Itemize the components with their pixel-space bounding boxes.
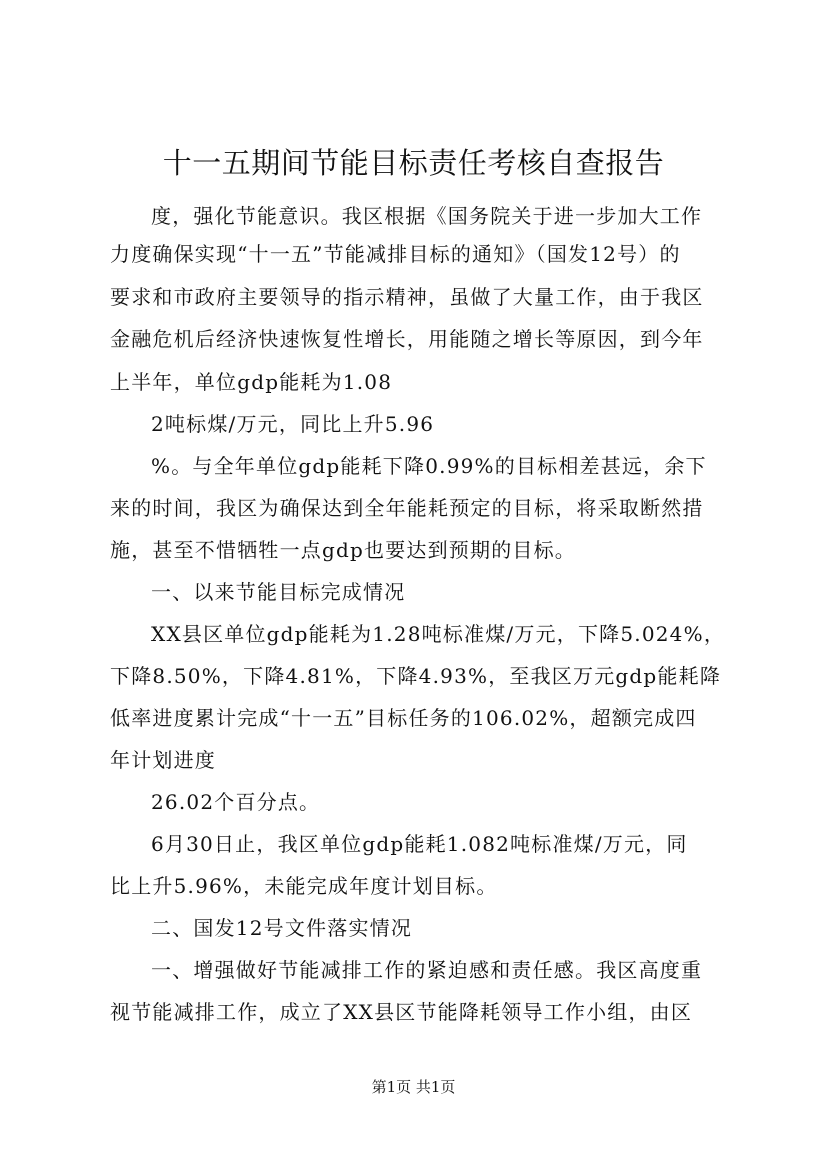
body-line: 力度确保实现“十一五”节能减排目标的通知》（国发12号）的 [110,242,681,266]
body-line: %。与全年单位gdp能耗下降0.99%的目标相差甚远，余下 [151,454,707,478]
body-line: 一、增强做好节能减排工作的紧迫感和责任感。我区高度重 [151,958,703,982]
body-line: 度，强化节能意识。我区根据《国务院关于进一步加大工作 [151,204,703,228]
section-heading: 一、以来节能目标完成情况 [151,580,406,604]
body-line: 金融危机后经济快速恢复性增长，用能随之增长等原因，到今年 [110,327,704,351]
body-line: 年计划进度 [110,748,216,772]
body-line: 下降8.50%，下降4.81%，下降4.93%，至我区万元gdp能耗降 [110,664,722,688]
body-line: 要求和市政府主要领导的指示精神，虽做了大量工作，由于我区 [110,285,704,309]
body-line: 上半年，单位gdp能耗为1.08 [110,370,393,394]
body-line: 施，甚至不惜牺牲一点gdp也要达到预期的目标。 [110,538,577,562]
body-line: 视节能减排工作，成立了XX县区节能降耗领导工作小组，由区 [110,1000,693,1024]
body-line: XX县区单位gdp能耗为1.28吨标准煤/万元，下降5.024%， [151,622,726,646]
body-line: 比上升5.96%，未能完成年度计划目标。 [110,874,498,898]
page-footer: 第1页 共1页 [371,1078,456,1096]
body-line: 6月30日止，我区单位gdp能耗1.082吨标准煤/万元，同 [151,832,688,856]
body-line: 2吨标煤/万元，同比上升5.96 [151,412,435,436]
document-title: 十一五期间节能目标责任考核自查报告 [162,146,665,180]
section-heading: 二、国发12号文件落实情况 [151,916,413,940]
body-line: 来的时间，我区为确保达到全年能耗预定的目标，将采取断然措 [110,496,704,520]
body-line: 低率进度累计完成“十一五”目标任务的106.02%，超额完成四 [110,706,697,730]
body-line: 26.02个百分点。 [151,790,321,814]
